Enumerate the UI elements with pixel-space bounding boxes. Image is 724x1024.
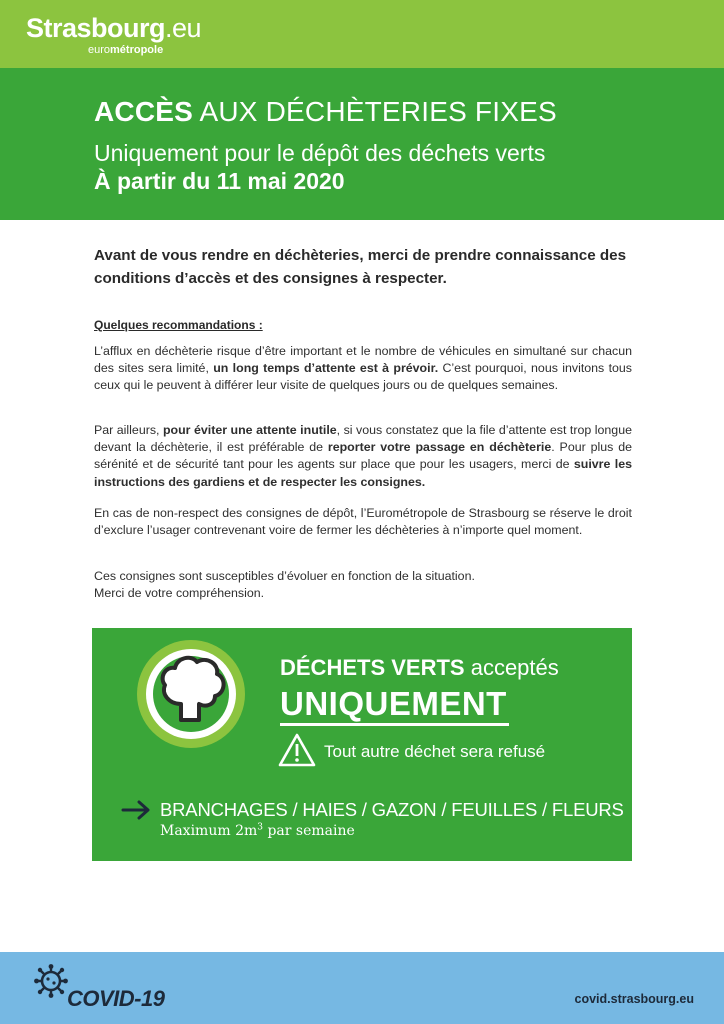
footer-website-link[interactable]: covid.strasbourg.eu <box>574 992 694 1006</box>
page-subtitle: Uniquement pour le dépôt des déchets verts <box>94 140 546 166</box>
paragraph-closing: Ces consignes sont susceptibles d’évoluer en fonction de la situation. Merci de votre compréhension. <box>94 569 475 601</box>
paragraph-waiting-time: L’afflux en déchèterie risque d’être important et le nombre de véhicules en simultané sur chacun des sites sera limité, un long temps d’attente est à prévoir. C’est pourquoi, nous invitons tous ceux qui le peuvent à différer leur visite de quelques jours ou de quelques semaines. <box>94 344 632 393</box>
intro-text: Avant de vous rendre en déchèteries, merci de prendre connaissance des conditions d’accès et des consignes à respecter. <box>94 247 627 287</box>
page-title: ACCÈS AUX DÉCHÈTERIES FIXES <box>94 96 557 127</box>
logo-subtitle: eurométropole <box>88 44 164 56</box>
warning-icon <box>278 732 316 768</box>
tree-icon <box>135 638 247 750</box>
arrow-right-icon <box>121 800 151 820</box>
panel-uniquement: UNIQUEMENT <box>280 685 507 722</box>
hero-banner <box>0 68 724 220</box>
accepted-waste-panel <box>92 628 632 861</box>
covid-label: COVID-19 <box>67 986 165 1011</box>
panel-underline <box>280 723 509 726</box>
refused-notice: Tout autre déchet sera refusé <box>324 742 546 761</box>
logo-wordmark: Strasbourg.eu <box>26 13 202 43</box>
strasbourg-logo[interactable] <box>26 13 202 56</box>
recommendations-title: Quelques recommandations : <box>94 318 263 332</box>
top-bar <box>0 0 724 68</box>
paragraph-queue-advice: Par ailleurs, pour éviter une attente inutile, si vous constatez que la file d’attente est trop longue devant la déchèterie, il est préférable de reporter votre passage en déchèterie. Pour plus de sérénité et de sécurité tant pour les agents sur place que pour les usagers, merci de suivre les instructions des gardiens et de respecter les consignes. <box>94 423 632 489</box>
start-date: À partir du 11 mai 2020 <box>94 168 345 194</box>
virus-icon <box>33 963 69 999</box>
paragraph-non-compliance: En cas de non-respect des consignes de dépôt, l’Eurométropole de Strasbourg se réserve le droit d’exclure l’usager contrevenant voire de fermer les déchèteries à n’importe quel moment. <box>94 506 632 538</box>
footer-bar <box>0 952 724 1024</box>
panel-heading: DÉCHETS VERTS acceptés <box>280 655 559 680</box>
accepted-items: BRANCHAGES / HAIES / GAZON / FEUILLES / FLEURS <box>160 799 624 820</box>
max-quantity: Maximum $2m^3$ par semaine <box>160 822 355 839</box>
